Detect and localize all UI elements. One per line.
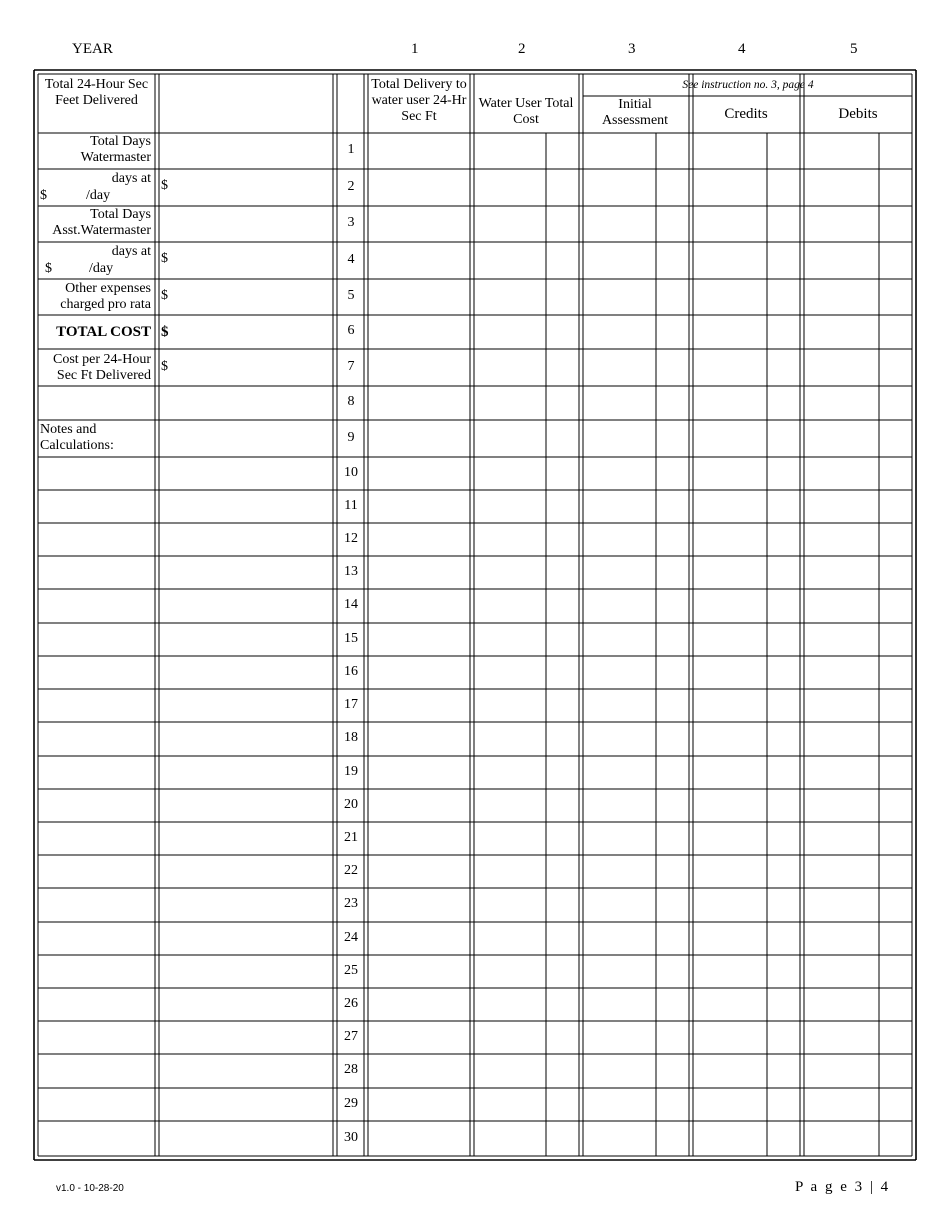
dollar-value-prefix-3: $ bbox=[161, 288, 168, 303]
column-number-3: 3 bbox=[628, 41, 636, 57]
row-number: 26 bbox=[344, 995, 358, 1011]
row-number: 16 bbox=[344, 663, 358, 679]
total-cost-dollar: $ bbox=[161, 324, 169, 340]
row-number: 2 bbox=[347, 178, 355, 194]
row-number: 25 bbox=[344, 962, 358, 978]
row-number: 22 bbox=[344, 862, 358, 878]
col2-header: Water User Total Cost bbox=[478, 96, 574, 127]
total-sec-feet-label: Total 24-Hour Sec Feet Delivered bbox=[44, 77, 149, 108]
cost-per-dollar: $ bbox=[161, 359, 168, 374]
row-number: 7 bbox=[347, 358, 355, 374]
row-number: 4 bbox=[347, 251, 355, 267]
per-day-label-2: /day bbox=[89, 261, 114, 276]
row-number: 3 bbox=[347, 215, 355, 230]
dollar-value-prefix: $ bbox=[161, 178, 168, 193]
total-cost-label: TOTAL COST bbox=[56, 324, 151, 340]
days-at-label: days at bbox=[111, 171, 151, 186]
notes-label: Notes and Calculations: bbox=[40, 422, 114, 453]
row-number: 9 bbox=[347, 429, 355, 445]
row-number: 11 bbox=[344, 497, 358, 513]
row-number: 24 bbox=[344, 929, 358, 945]
other-expenses-label: Other expenses charged pro rata bbox=[60, 281, 151, 312]
row-number: 21 bbox=[344, 829, 358, 845]
row-number: 28 bbox=[344, 1062, 358, 1077]
instruction-note: See instruction no. 3, page 4 bbox=[682, 79, 814, 91]
col3-header: Initial Assessment bbox=[601, 97, 669, 128]
column-number-5: 5 bbox=[850, 41, 858, 57]
col4-header: Credits bbox=[724, 106, 768, 122]
dollar-label-2: $ bbox=[45, 261, 52, 276]
row-number: 30 bbox=[344, 1129, 358, 1145]
row-number: 18 bbox=[344, 730, 358, 745]
row-number: 27 bbox=[344, 1028, 358, 1044]
row-number: 20 bbox=[344, 796, 358, 812]
dollar-value-prefix-2: $ bbox=[161, 251, 168, 266]
row-number: 13 bbox=[344, 563, 358, 579]
col1-header: Total Delivery to water user 24-Hr Sec Ft bbox=[371, 77, 467, 124]
row-number: 15 bbox=[344, 630, 358, 646]
row-number: 10 bbox=[344, 464, 358, 480]
row-number: 8 bbox=[347, 394, 355, 409]
column-number-2: 2 bbox=[518, 41, 526, 57]
per-day-label: /day bbox=[86, 188, 111, 203]
row-number: 17 bbox=[344, 696, 358, 712]
row-number: 14 bbox=[344, 597, 358, 612]
version-label: v1.0 - 10-28-20 bbox=[56, 1183, 124, 1194]
column-number-1: 1 bbox=[411, 41, 419, 57]
row-number: 23 bbox=[344, 896, 358, 911]
year-label: YEAR bbox=[72, 41, 113, 57]
days-at-label-2: days at bbox=[111, 244, 151, 259]
column-number-4: 4 bbox=[738, 41, 746, 57]
col5-header: Debits bbox=[838, 106, 878, 122]
dollar-label: $ bbox=[40, 188, 47, 203]
total-days-watermaster-label: Total Days Watermaster bbox=[80, 134, 151, 165]
row-number: 19 bbox=[344, 763, 358, 779]
cost-per-label: Cost per 24-Hour Sec Ft Delivered bbox=[53, 352, 151, 383]
row-number: 5 bbox=[347, 288, 355, 303]
total-days-asst-label: Total Days Asst.Watermaster bbox=[52, 207, 151, 238]
row-number: 29 bbox=[344, 1095, 358, 1111]
row-number: 6 bbox=[347, 323, 355, 338]
row-number: 1 bbox=[347, 142, 355, 157]
row-number: 12 bbox=[344, 530, 358, 546]
page-number: P a g e 3 | 4 bbox=[795, 1179, 891, 1195]
